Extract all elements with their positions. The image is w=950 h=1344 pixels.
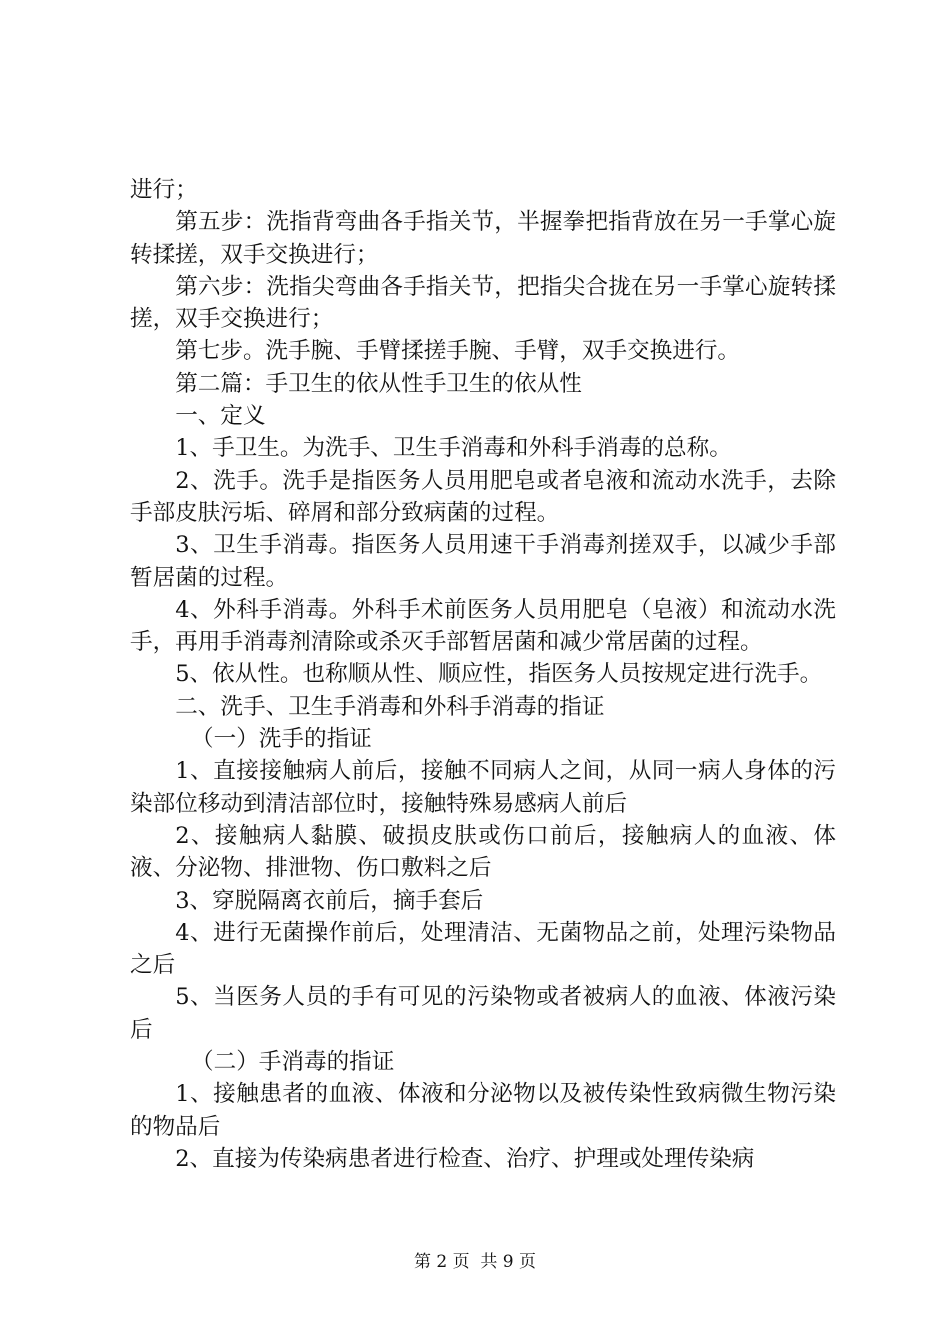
page-footer: 第 2 页 共 9 页	[413, 1252, 537, 1272]
paragraph: 1、手卫生。为洗手、卫生手消毒和外科手消毒的总称。	[175, 435, 732, 462]
paragraph: （二）手消毒的指证	[191, 1049, 395, 1076]
paragraph: （一）洗手的指证	[191, 726, 372, 753]
document-body	[130, 174, 836, 1175]
paragraph: 3、卫生手消毒。指医务人员用速干手消毒剂搓双手，以减少手部暂居菌的过程。	[130, 532, 836, 591]
paragraph: 2、直接为传染病患者进行检查、治疗、护理或处理传染病	[175, 1145, 755, 1172]
paragraph: 5、当医务人员的手有可见的污染物或者被病人的血液、体液污染后	[130, 984, 836, 1043]
paragraph: 一、定义	[175, 403, 266, 430]
paragraph: 进行；	[130, 177, 198, 203]
paragraph: 2、洗手。洗手是指医务人员用肥皂或者皂液和流动水洗手，去除手部皮肤污垢、碎屑和部分致病菌的过程。	[130, 467, 836, 526]
paragraph: 4、进行无菌操作前后，处理清洁、无菌物品之前，处理污染物品之后	[130, 919, 836, 979]
paragraph: 4、外科手消毒。外科手术前医务人员用肥皂（皂液）和流动水洗手，再用手消毒剂清除或杀灭手部暂居菌和减少常居菌的过程。	[130, 596, 836, 656]
paragraph: 2、接触病人黏膜、破损皮肤或伤口前后，接触病人的血液、体液、分泌物、排泄物、伤口敷料之后	[130, 822, 836, 882]
paragraph: 3、穿脱隔离衣前后，摘手套后	[175, 887, 484, 914]
paragraph: 第六步：洗指尖弯曲各手指关节，把指尖合拢在另一手掌心旋转揉搓，双手交换进行；	[130, 273, 836, 333]
paragraph: 二、洗手、卫生手消毒和外科手消毒的指证	[175, 693, 605, 720]
paragraph: 第七步。洗手腕、手臂揉搓手腕、手臂，双手交换进行。	[175, 338, 741, 365]
paragraph: 1、直接接触病人前后，接触不同病人之间，从同一病人身体的污染部位移动到清洁部位时，接触特殊易感病人前后	[130, 758, 836, 817]
paragraph: 第五步：洗指背弯曲各手指关节，半握拳把指背放在另一手掌心旋转揉搓，双手交换进行；	[130, 209, 836, 268]
paragraph: 5、依从性。也称顺从性、顺应性，指医务人员按规定进行洗手。	[175, 661, 823, 688]
paragraph: 1、接触患者的血液、体液和分泌物以及被传染性致病微生物污染的物品后	[130, 1081, 836, 1140]
paragraph: 第二篇：手卫生的依从性手卫生的依从性	[175, 370, 582, 397]
